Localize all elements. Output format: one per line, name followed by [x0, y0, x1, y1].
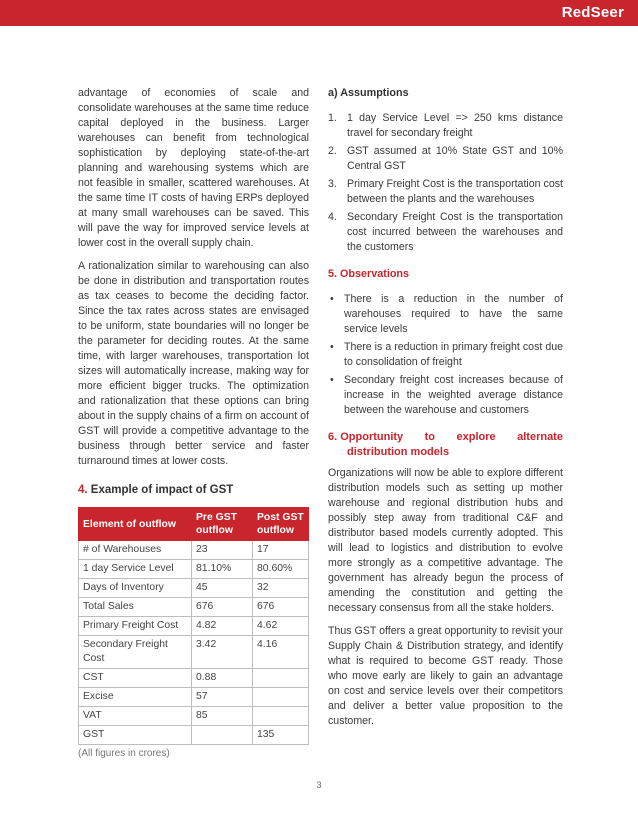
list-item — [328, 373, 563, 418]
table-cell — [192, 726, 253, 745]
table-cell: Excise — [79, 688, 192, 707]
table-header-cell: Post GST outflow — [253, 508, 309, 541]
table-cell: 17 — [253, 541, 309, 560]
bullet-icon: • — [330, 374, 334, 386]
list-item-text: Primary Freight Cost is the transportation cost between the plants and the warehouses — [347, 178, 563, 205]
table-cell: 676 — [192, 598, 253, 617]
left-column — [78, 86, 309, 761]
section-4-title: Example of impact of GST — [90, 484, 234, 496]
list-item-text: GST assumed at 10% State GST and 10% Central GST — [347, 145, 563, 172]
left-paragraph-2: A rationalization similar to warehousing can also be done in distribution and transportation routes as tax ceases to become the deciding factor. Since the tax rates across states are envisaged to be uniform, state boundaries will no longer be the parameter for deciding routes. At the same time, with larger warehouses, transportation lot sizes will automatically increase, making way for more efficient bigger trucks. The optimization and rationalization that these options can bring about in the supply chains of a firm on account of GST will provide a competitive advantage to the business through better service and faster turnaround times at lower costs. — [78, 260, 309, 467]
table-row — [79, 579, 309, 598]
table-row — [79, 560, 309, 579]
table-cell: # of Warehouses — [79, 541, 192, 560]
table-row — [79, 726, 309, 745]
table-cell: 81.10% — [192, 560, 253, 579]
table-cell: Total Sales — [79, 598, 192, 617]
table-cell: 4.62 — [253, 617, 309, 636]
section-4-number: 4. — [78, 484, 88, 496]
section-6-word: 6. Opportunity — [328, 431, 404, 443]
section-6-heading-line-1 — [328, 430, 563, 445]
assumptions-list — [328, 111, 563, 255]
section-4-heading — [78, 483, 309, 498]
table-cell: 85 — [192, 707, 253, 726]
table-header-cell: Element of outflow — [79, 508, 192, 541]
table-cell: 23 — [192, 541, 253, 560]
table-cell: 676 — [253, 598, 309, 617]
table-note: (All figures in crores) — [78, 748, 170, 759]
table-cell: 57 — [192, 688, 253, 707]
table-row — [79, 541, 309, 560]
table-cell: 135 — [253, 726, 309, 745]
table-cell: GST — [79, 726, 192, 745]
table-cell — [253, 707, 309, 726]
table-cell: 4.16 — [253, 636, 309, 669]
section-6-heading-line-2: distribution models — [347, 446, 450, 458]
list-item — [328, 340, 563, 370]
table-cell — [253, 688, 309, 707]
right-paragraph-2: Thus GST offers a great opportunity to revisit your Supply Chain & Distribution strategy, and identify what is required to become GST ready. Those who move early are likely to gain an advantage on cost and service levels over their competitors and deliver a better value proposition to the customer. — [328, 625, 563, 727]
list-item — [328, 292, 563, 337]
table-cell: Days of Inventory — [79, 579, 192, 598]
list-item-number: 3. — [328, 178, 337, 190]
list-item-text: Secondary freight cost increases because of increase in the weighted average distance between the warehouse and customers — [344, 374, 563, 416]
list-item-text: 1 day Service Level => 250 kms distance travel for secondary freight — [347, 112, 563, 139]
right-column — [328, 86, 563, 737]
gst-impact-table — [78, 507, 309, 745]
observations-list — [328, 292, 563, 418]
table-cell: 0.88 — [192, 669, 253, 688]
bullet-icon: • — [330, 341, 334, 353]
table-cell — [253, 669, 309, 688]
table-row — [79, 636, 309, 669]
right-paragraph-1: Organizations will now be able to explore different distribution models such as setting up mother warehouse and regional distribution hubs and possibly step away from traditional C&F and distributor based models currently adopted. This will lead to logistics and distribution to evolve more strongly as a competitive advantage. The government has already begun the process of amending the constitution and getting the necessary consensus from all the stake holders. — [328, 467, 563, 614]
table-cell: 3.42 — [192, 636, 253, 669]
table-cell: 32 — [253, 579, 309, 598]
table-cell: 4.82 — [192, 617, 253, 636]
list-item-number: 2. — [328, 145, 337, 157]
table-cell: CST — [79, 669, 192, 688]
table-cell: 45 — [192, 579, 253, 598]
list-item — [328, 111, 563, 141]
section-6-word: explore — [456, 431, 496, 443]
page-number: 3 — [316, 780, 322, 790]
list-item — [328, 210, 563, 255]
section-6-word: to — [424, 431, 436, 443]
table-row — [79, 617, 309, 636]
table-header-row — [79, 508, 309, 541]
table-cell: Secondary Freight Cost — [79, 636, 192, 669]
assumptions-heading: a) Assumptions — [328, 87, 409, 99]
table-header-cell: Pre GST outflow — [192, 508, 253, 541]
left-paragraph-1: advantage of economies of scale and consolidate warehouses at the same time reduce capital deployed in the business. Larger warehouses can benefit from technological sophistication by deploying state-of-the-art planning and warehousing systems which are not feasible in smaller, scattered warehouses. At the same time IT costs of having ERPs deployed at many small warehouses can be saved. This will pave the way for improved service levels at lower cost in the overall supply chain. — [78, 87, 309, 249]
table-cell: VAT — [79, 707, 192, 726]
section-6-heading — [328, 430, 563, 460]
table-row — [79, 598, 309, 617]
list-item-text: There is a reduction in primary freight cost due to consolidation of freight — [344, 341, 563, 368]
brand-logo: RedSeer — [561, 4, 624, 21]
header-bar — [0, 0, 638, 26]
table-cell: 80.60% — [253, 560, 309, 579]
list-item-number: 1. — [328, 112, 337, 124]
list-item — [328, 177, 563, 207]
list-item-text: There is a reduction in the number of warehouses required to have the same service levels — [344, 293, 563, 335]
section-6-word: alternate — [517, 431, 563, 443]
list-item-text: Secondary Freight Cost is the transportation cost incurred between the warehouses and the customers — [347, 211, 563, 253]
observations-heading: 5. Observations — [328, 268, 410, 280]
table-cell: Primary Freight Cost — [79, 617, 192, 636]
table-cell: 1 day Service Level — [79, 560, 192, 579]
table-row — [79, 688, 309, 707]
list-item-number: 4. — [328, 211, 337, 223]
list-item — [328, 144, 563, 174]
bullet-icon: • — [330, 293, 334, 305]
table-row — [79, 707, 309, 726]
table-row — [79, 669, 309, 688]
